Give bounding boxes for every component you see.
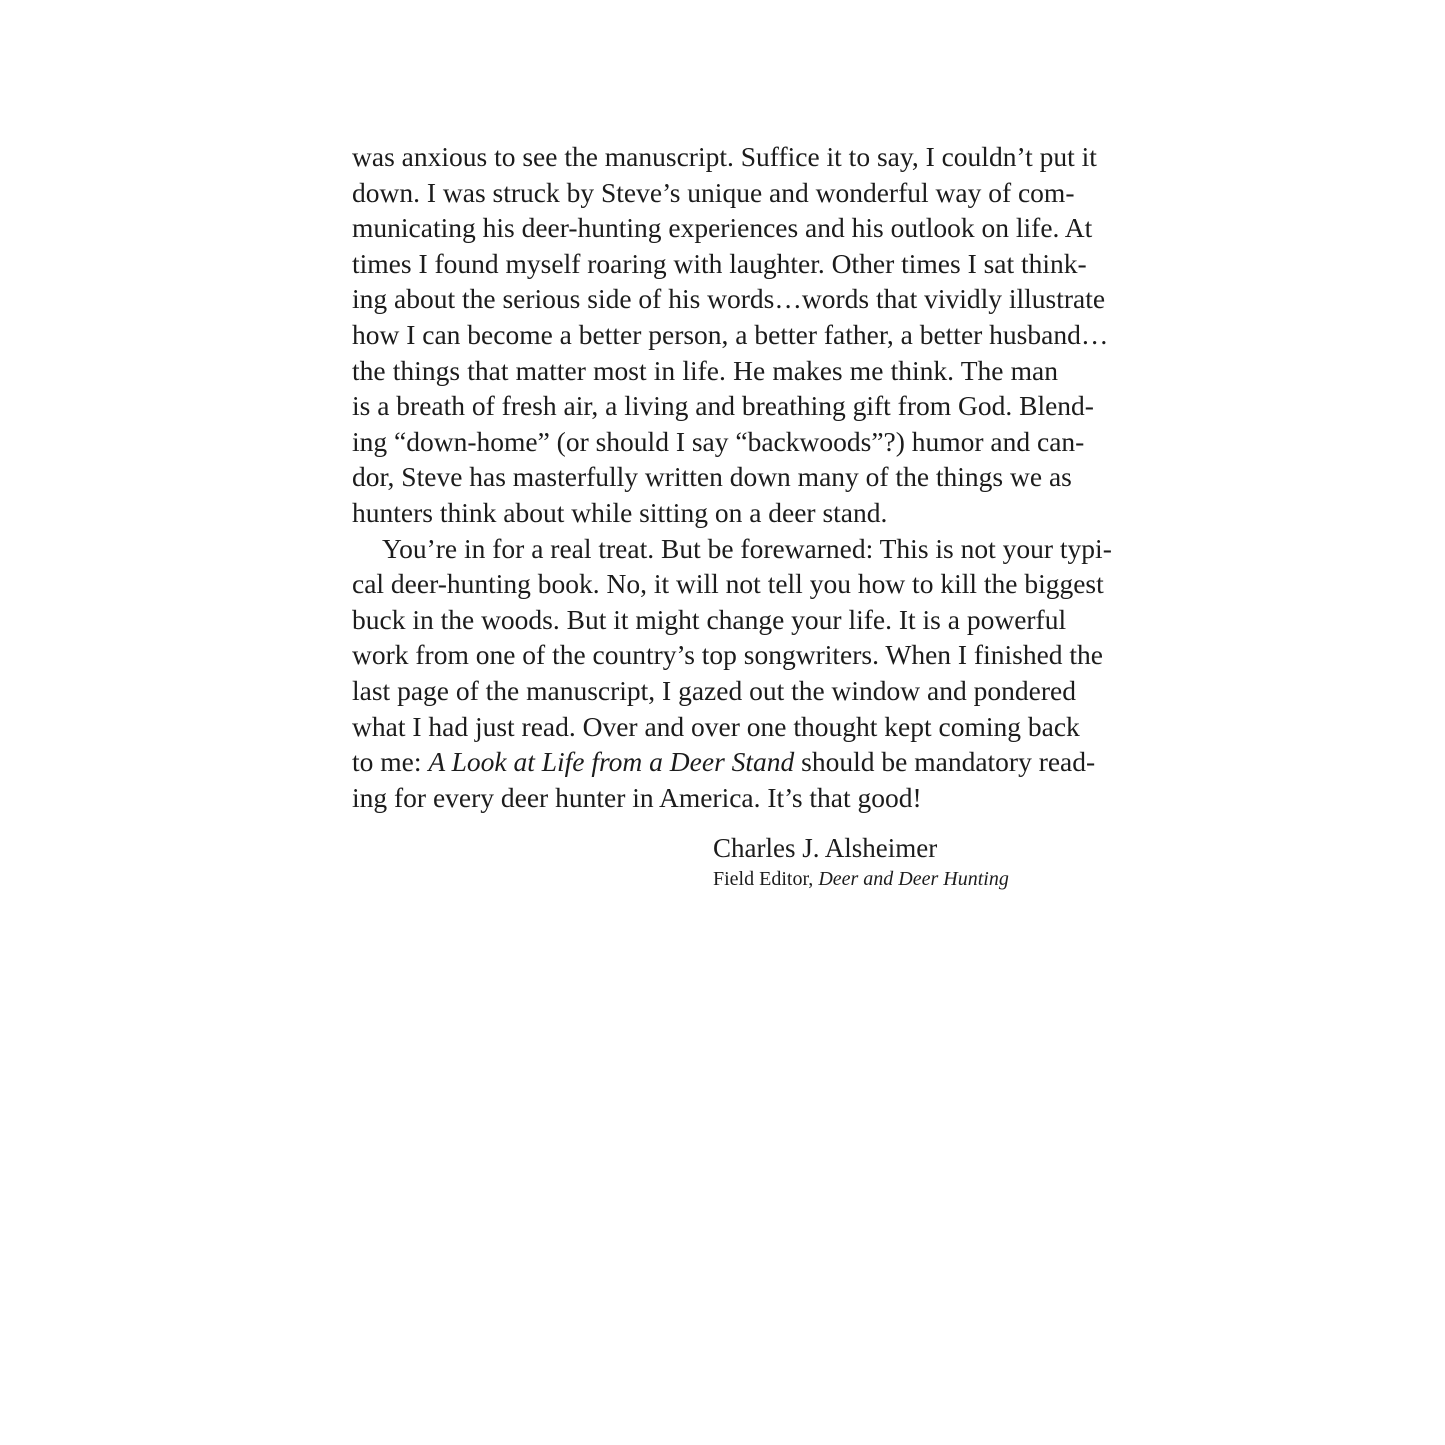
- text-line: ing “down-home” (or should I say “backwoods”?) humor and can-: [352, 425, 1085, 457]
- text-line: dor, Steve has masterfully written down many of the things we as: [352, 461, 1072, 493]
- text-line: last page of the manuscript, I gazed out the window and pondered: [352, 674, 1076, 706]
- text-line: You’re in for a real treat. But be forewarned: This is not your typi-: [382, 532, 1112, 564]
- text-line: down. I was struck by Steve’s unique and wonderful way of com-: [352, 176, 1075, 208]
- text-fragment: to me:: [352, 746, 429, 778]
- paragraph-2: [352, 531, 1112, 816]
- signature-role: Field Editor,: [713, 868, 819, 890]
- text-line: ing for every deer hunter in America. It’s that good!: [352, 781, 922, 813]
- paragraph-1: [352, 139, 1109, 531]
- text-line: municating his deer-hunting experiences and his outlook on life. At: [352, 212, 1093, 244]
- signature-block: [713, 830, 1053, 892]
- signature-name: Charles J. Alsheimer: [713, 833, 938, 863]
- signature-title: [713, 866, 1053, 892]
- book-title: A Look at Life from a Deer Stand: [428, 746, 795, 778]
- text-line: hunters think about while sitting on a deer stand.: [352, 496, 888, 528]
- text-line: work from one of the country’s top songwriters. When I finished the: [352, 639, 1103, 671]
- text-line: times I found myself roaring with laughter. Other times I sat think-: [352, 247, 1087, 279]
- text-line: cal deer-hunting book. No, it will not tell you how to kill the biggest: [352, 568, 1104, 600]
- text-line: buck in the woods. But it might change your life. It is a powerful: [352, 603, 1067, 635]
- text-line: ing about the serious side of his words…words that vividly illustrate: [352, 283, 1106, 315]
- text-line: how I can become a better person, a better father, a better husband…: [352, 318, 1109, 350]
- text-line: the things that matter most in life. He makes me think. The man: [352, 354, 1058, 386]
- text-line: what I had just read. Over and over one thought kept coming back: [352, 710, 1080, 742]
- text-line: was anxious to see the manuscript. Suffice it to say, I couldn’t put it: [352, 141, 1097, 172]
- foreword-text: [352, 139, 1112, 815]
- signature-publication: Deer and Deer Hunting: [818, 868, 1009, 890]
- text-line: is a breath of fresh air, a living and breathing gift from God. Blend-: [352, 390, 1094, 422]
- text-fragment: should be mandatory read-: [794, 746, 1096, 778]
- text-line-with-book-title: [352, 744, 1096, 780]
